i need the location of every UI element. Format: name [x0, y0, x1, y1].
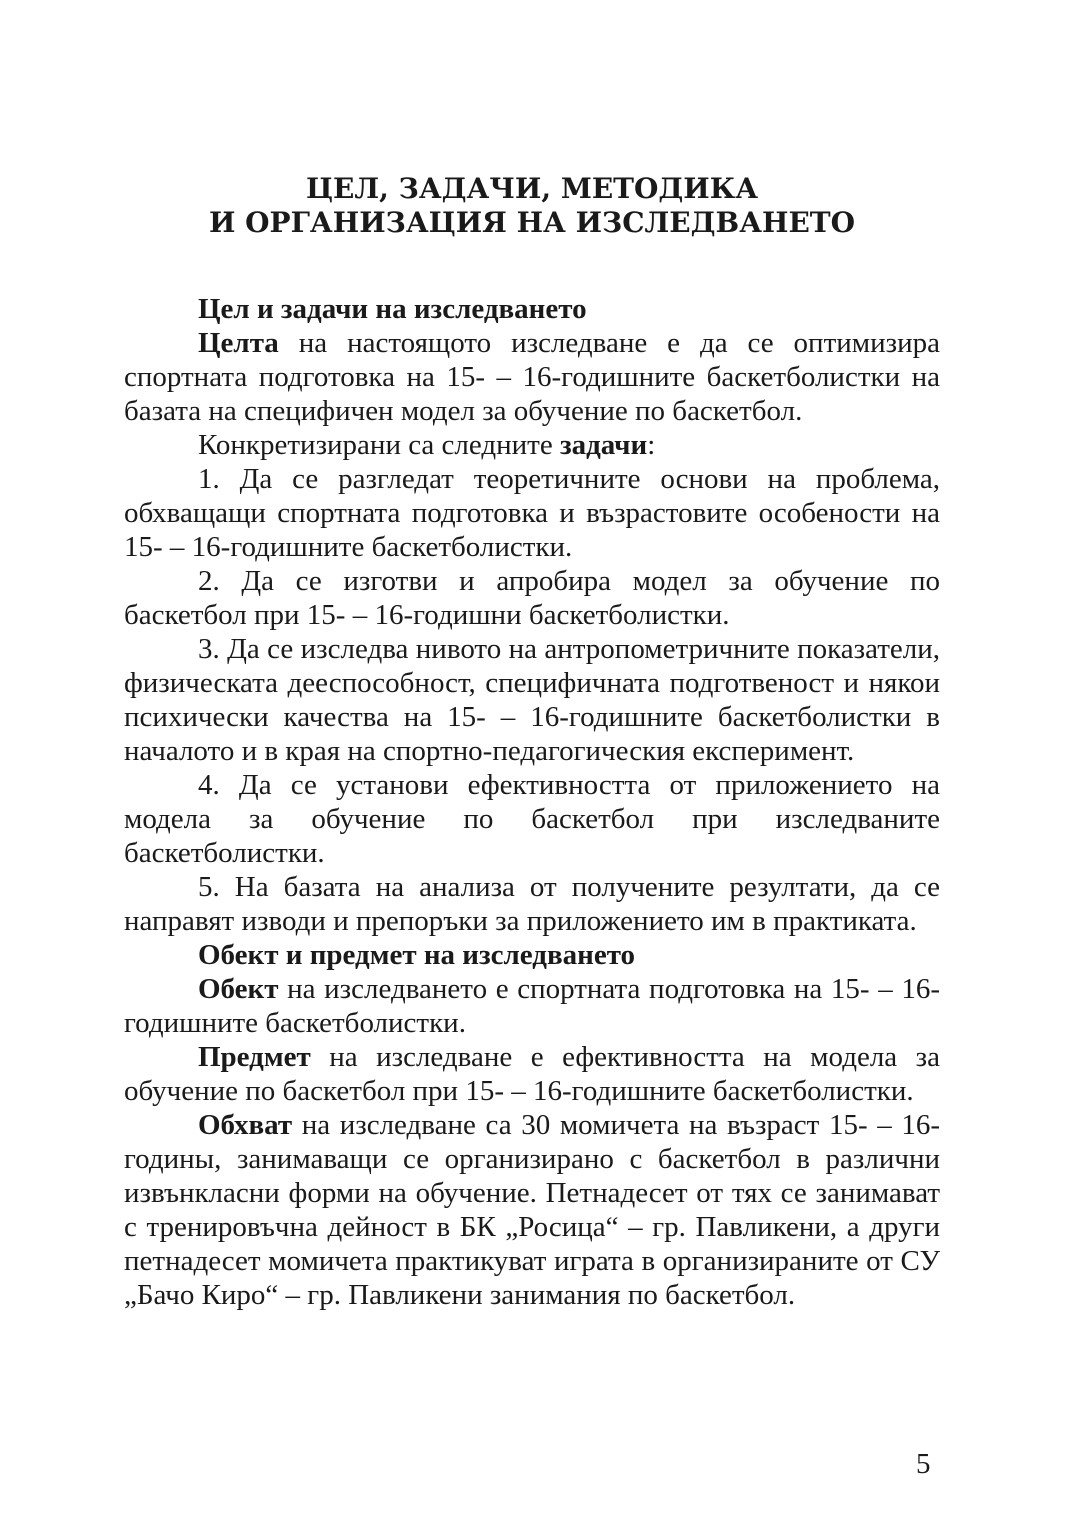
document-page — [124, 172, 940, 1312]
task-item: 4. Да се установи ефективността от приложението на модела за обучение по баскетбол при изследваните баскетболистки. — [124, 769, 940, 869]
section-heading-object: Обект и предмет на изследването — [198, 939, 636, 971]
chapter-title — [124, 172, 940, 240]
paragraph-tasks-intro — [124, 428, 940, 462]
page-number: 5 — [916, 1448, 931, 1480]
paragraph-object — [124, 972, 940, 1040]
object-text: на изследването е спортната подготовка на 15- – 16-годишните баскетболистки. — [124, 973, 940, 1039]
section-heading-goals: Цел и задачи на изследването — [198, 293, 587, 325]
term-tasks: задачи — [559, 429, 648, 461]
task-item: 3. Да се изследва нивото на антропометричните показатели, физическата дееспособност, специфичната подготвеност и някои психически качества на 15- – 16-годишните баскетболистки в началото и в края на спортно-педагогическия експеримент. — [124, 633, 940, 767]
task-item: 2. Да се изготви и апробира модел за обучение по баскетбол при 15- – 16-годишни баскетболистки. — [124, 565, 940, 631]
term-scope: Обхват — [198, 1109, 293, 1141]
goal-text: на настоящото изследване е да се оптимизира спортната подготовка на 15- – 16-годишните баскетболистки на базата на специфичен модел за обучение по баскетбол. — [124, 327, 940, 427]
paragraph-subject — [124, 1040, 940, 1108]
term-subject: Предмет — [198, 1041, 311, 1073]
term-object: Обект — [198, 973, 279, 1005]
tasks-intro-text: Конкретизирани са следните — [198, 429, 560, 461]
tasks-intro-end: : — [647, 429, 656, 461]
chapter-title-line-1: ЦЕЛ, ЗАДАЧИ, МЕТОДИКА — [305, 172, 759, 205]
task-item: 5. На базата на анализа от получените резултати, да се направят изводи и препоръки за приложението им в практиката. — [124, 871, 940, 937]
paragraph-scope — [124, 1108, 940, 1312]
task-item: 1. Да се разгледат теоретичните основи на проблема, обхващащи спортната подготовка и възрастовите особености на 15- – 16-годишните баскетболистки. — [124, 463, 940, 563]
paragraph-goal — [124, 326, 940, 428]
term-goal: Целта — [198, 327, 279, 359]
subject-text: на изследване е ефективността на модела за обучение по баскетбол при 15- – 16-годишните баскетболистки. — [124, 1041, 940, 1107]
scope-text: на изследване са 30 момичета на възраст 15- – 16-годины, занимаващи се организирано с баскетбол в различни извънкласни форми на обучение. Петнадесет от тях се занимават с тренировъчна дейност в БК „Росица“ – гр. Павликени, а други петнадесет момичета практикуват играта в организираните от СУ „Бачо Киро“ – гр. Павликени занимания по баскетбол. — [124, 1109, 940, 1311]
chapter-title-line-2: И ОРГАНИЗАЦИЯ НА ИЗСЛЕДВАНЕТО — [208, 206, 856, 239]
document-body — [124, 292, 940, 1312]
